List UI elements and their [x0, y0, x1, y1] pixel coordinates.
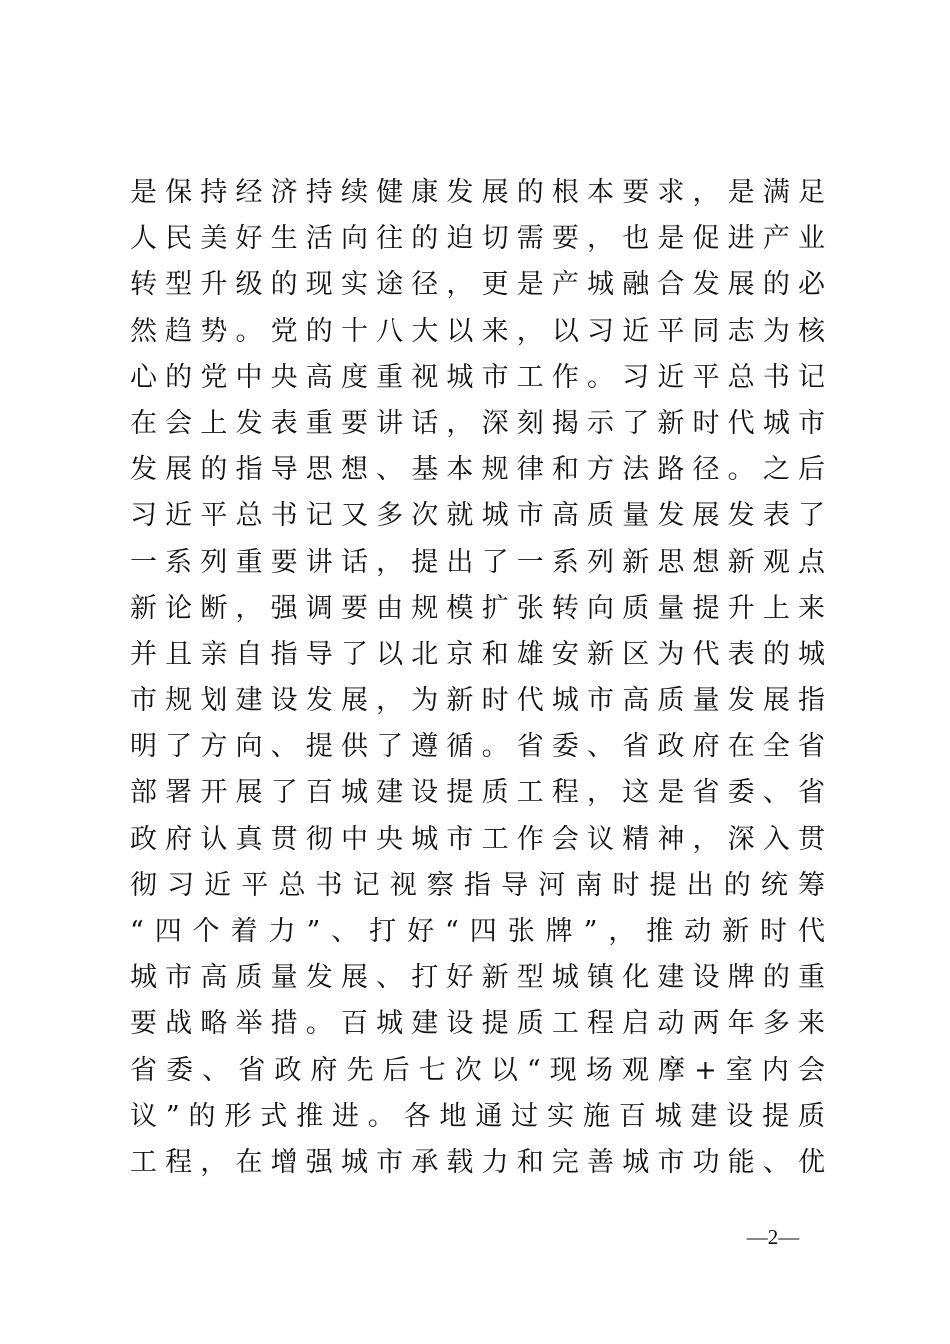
page-number: —2—: [746, 1225, 800, 1249]
text-line: 是保持经济持续健康发展的根本要求，是满足: [130, 177, 825, 208]
text-line: 市规划建设发展，为新时代城市高质量发展指: [130, 685, 825, 717]
text-line: 省委、省政府先后七次以“现场观摩+室内会: [130, 1054, 825, 1086]
text-line: 政府认真贯彻中央城市工作会议精神，深入贯: [130, 823, 825, 855]
text-line: 部署开展了百城建设提质工程，这是省委、省: [130, 777, 825, 809]
text-line: 彻习近平总书记视察指导河南时提出的统筹: [130, 869, 825, 901]
text-line: 然趋势。党的十八大以来，以习近平同志为核: [130, 315, 825, 347]
text-line: 议”的形式推进。各地通过实施百城建设提质: [130, 1100, 825, 1132]
text-line: 在会上发表重要讲话，深刻揭示了新时代城市: [130, 407, 825, 439]
text-line: 一系列重要讲话，提出了一系列新思想新观点: [130, 546, 825, 578]
text-line: 明了方向、提供了遵循。省委、省政府在全省: [130, 731, 825, 763]
text-line: “四个着力”、打好“四张牌”，推动新时代: [130, 916, 825, 947]
text-line: 习近平总书记又多次就城市高质量发展发表了: [130, 500, 825, 532]
text-line: 要战略举措。百城建设提质工程启动两年多来: [130, 1008, 825, 1040]
text-line: 并且亲自指导了以北京和雄安新区为代表的城: [130, 638, 825, 670]
body-paragraph: [130, 170, 825, 1186]
text-line: 转型升级的现实途径，更是产城融合发展的必: [130, 269, 825, 301]
text-line: 城市高质量发展、打好新型城镇化建设牌的重: [130, 962, 825, 994]
text-line: 人民美好生活向往的迫切需要，也是促进产业: [130, 223, 825, 255]
text-line: 发展的指导思想、基本规律和方法路径。之后: [130, 454, 825, 486]
text-line: 新论断，强调要由规模扩张转向质量提升上来: [130, 592, 825, 624]
text-line: 工程，在增强城市承载力和完善城市功能、优: [130, 1146, 825, 1178]
text-line: 心的党中央高度重视城市工作。习近平总书记: [130, 361, 825, 393]
